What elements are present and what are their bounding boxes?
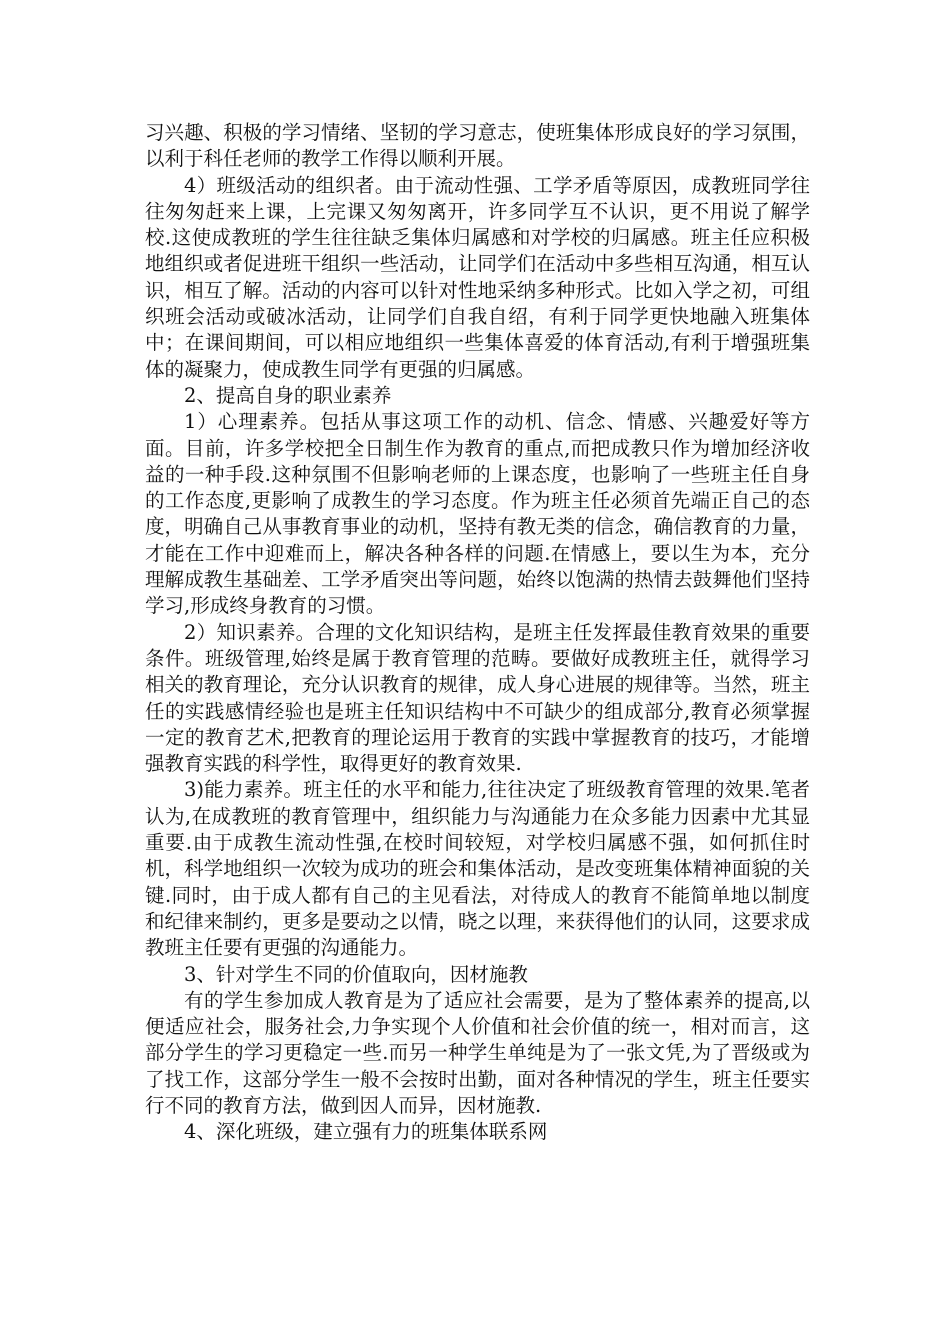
section-heading-class-network: 4、深化班级，建立强有力的班集体联系网: [184, 1120, 548, 1144]
paragraph-knowledge-quality: 2）知识素养。合理的文化知识结构，是班主任发挥最佳教育效果的重要条件。班级管理,始终是属于教育管理的范畴。要做好成教班主任，就得学习相关的教育理论，充分认识教育的规律，成人身心进展的规律等。当然，班主任的实践感情经验也是班主任知识结构中不可缺少的组成部分,教育必须掌握一定的教育艺术,把教育的理论运用于教育的实践中掌握教育的技巧，才能增强教育实践的科学性，取得更好的教育效果.: [145, 620, 810, 776]
paragraph-activity-organizer: 4）班级活动的组织者。由于流动性强、工学矛盾等原因，成教班同学往往匆匆赶来上课，上完课又匆匆离开，许多同学互不认识，更不用说了解学校.这使成教班的学生往往缺乏集体归属感和对学校的归属感。班主任应积极地组织或者促进班干组织一些活动，让同学们在活动中多些相互沟通，相互认识，相互了解。活动的内容可以针对性地采纳多种形式。比如入学之初，可组织班会活动或破冰活动，让同学们自我自绍，有利于同学更快地融入班集体中；在课间期间，可以相应地组织一些集体喜爱的体育活动,有利于增强班集体的凝聚力，使成教生同学有更强的归属感。: [145, 173, 810, 381]
document-body: [145, 120, 810, 1146]
paragraph-ability-quality: 3)能力素养。班主任的水平和能力,往往决定了班级教育管理的效果.笔者认为,在成教班的教育管理中，组织能力与沟通能力在众多能力因素中尤其显重要.由于成教生流动性强,在校时间较短，对学校归属感不强，如何抓住时机，科学地组织一次较为成功的班会和集体活动，是改变班集体精神面貌的关键.同时，由于成人都有自己的主见看法，对待成人的教育不能简单地以制度和纪律来制约，更多是要动之以情，晓之以理，来获得他们的认同，这要求成教班主任要有更强的沟通能力。: [145, 778, 810, 960]
section-heading-teach-by-aptitude: 3、针对学生不同的价值取向，因材施教: [184, 962, 528, 986]
section-heading-professional-quality: 2、提高自身的职业素养: [184, 383, 392, 407]
paragraph-psychological-quality: 1）心理素养。包括从事这项工作的动机、信念、情感、兴趣爱好等方面。目前，许多学校把全日制生作为教育的重点,而把成教只作为增加经济收益的一种手段.这种氛围不但影响老师的上课态度，也影响了一些班主任自身的工作态度,更影响了成教生的学习态度。作为班主任必须首先端正自己的态度，明确自己从事教育事业的动机，坚持有教无类的信念，确信教育的力量，才能在工作中迎难而上，解决各种各样的问题.在情感上，要以生为本，充分理解成教生基础差、工学矛盾突出等问题，始终以饱满的热情去鼓舞他们坚持学习,形成终身教育的习惯。: [145, 410, 810, 618]
paragraph-value-orientation: 有的学生参加成人教育是为了适应社会需要，是为了整体素养的提高,以便适应社会，服务社会,力争实现个人价值和社会价值的统一，相对而言，这部分学生的学习更稳定一些.而另一种学生单纯是为了一张文凭,为了晋级或为了找工作，这部分学生一般不会按时出勤，面对各种情况的学生，班主任要实行不同的教育方法，做到因人而异，因材施教.: [145, 988, 810, 1117]
paragraph-study-atmosphere: 习兴趣、积极的学习情绪、坚韧的学习意志，使班集体形成良好的学习氛围，以利于科任老师的教学工作得以顺利开展。: [145, 121, 810, 171]
